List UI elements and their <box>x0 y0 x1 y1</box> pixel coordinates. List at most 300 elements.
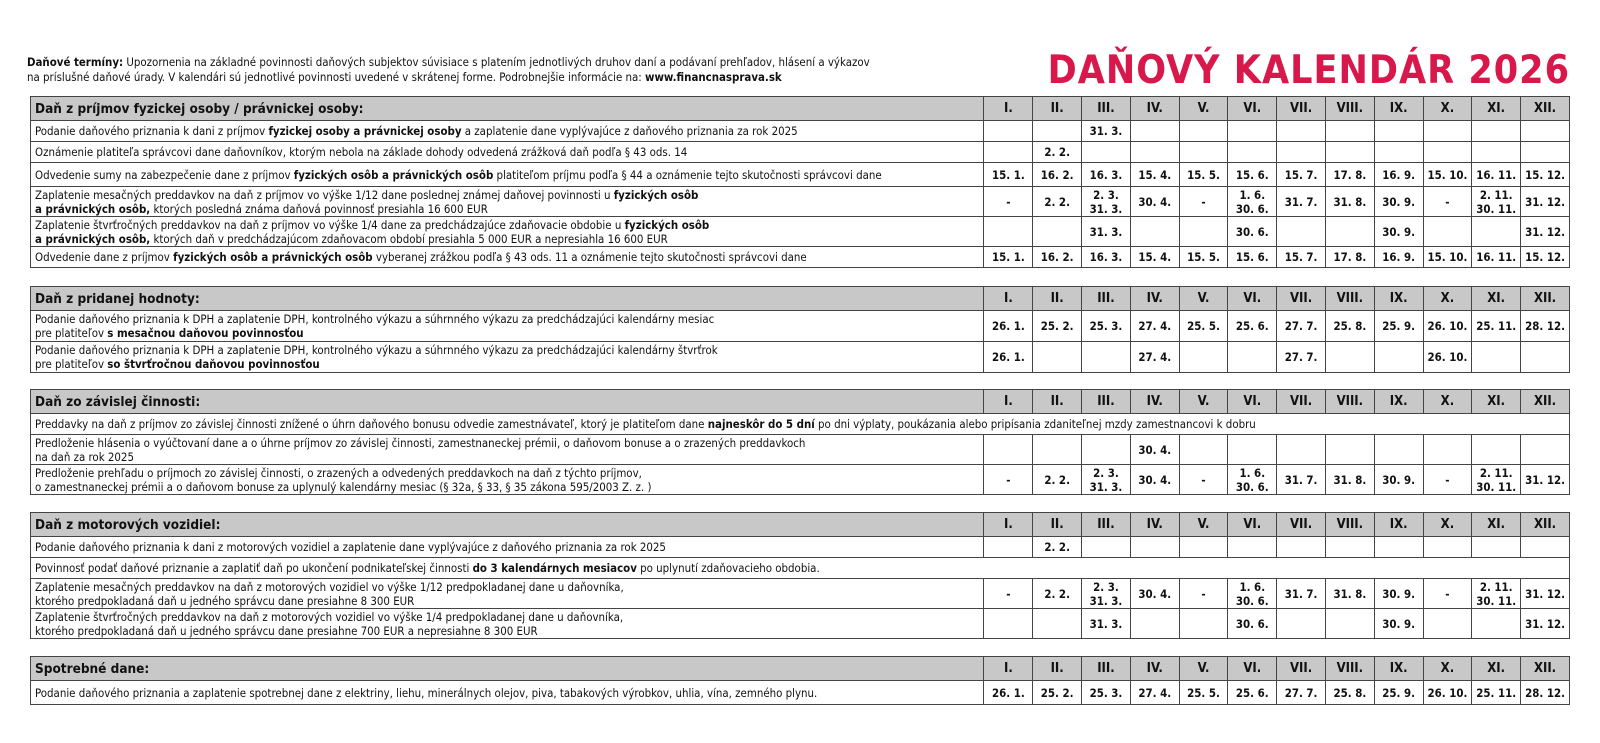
description-text: ktorého predpokladaná daň u jedného správcu dane presiahne 8 300 EUR <box>35 593 415 608</box>
section-title: Spotrebné dane: <box>31 657 984 681</box>
due-date-cell: - <box>984 465 1033 495</box>
due-date-cell: 31. 7. <box>1277 579 1326 609</box>
due-date-cell <box>1179 435 1228 465</box>
due-date-cell: - <box>984 579 1033 609</box>
due-date-cell: 25. 9. <box>1374 681 1423 705</box>
due-date-cell: 30. 6. <box>1228 609 1277 639</box>
description-text: o zamestnaneckej prémii a o daňovom bonuse za uplynulý kalendárny mesiac (§ 32a, § 33, § 35 zákona 595/2003 Z. z. ) <box>35 479 652 494</box>
due-date-cell: 30. 9. <box>1374 187 1423 217</box>
obligation-description <box>31 681 984 705</box>
month-header: III. <box>1082 287 1131 311</box>
due-date-cell <box>1521 121 1570 142</box>
table-row <box>31 537 1570 558</box>
table-row <box>31 681 1570 705</box>
due-date-cell: 27. 4. <box>1130 681 1179 705</box>
description-text: pre platiteľov <box>35 326 108 340</box>
month-header: I. <box>984 390 1033 414</box>
month-header: IV. <box>1130 657 1179 681</box>
due-date-cell <box>1374 121 1423 142</box>
header-text-line1: Upozornenia na základné povinnosti daňových subjektov súvisiace s platením jednotlivých druhov daní a podávaní prehľadov, hlásení a výkazov <box>123 55 870 69</box>
description-text: po uplynutí zdaňovacieho obdobia. <box>636 561 820 575</box>
due-date-cell: 30. 4. <box>1130 435 1179 465</box>
description-text: Povinnosť podať daňové priznanie a zaplatiť daň po ukončení podnikateľskej činnosti <box>35 561 473 575</box>
obligation-description <box>31 609 984 639</box>
due-date-cell: 1. 6. 30. 6. <box>1228 579 1277 609</box>
due-date-cell: 30. 9. <box>1374 579 1423 609</box>
due-date-cell: 15. 5. <box>1179 163 1228 187</box>
due-date-cell <box>1082 435 1131 465</box>
table-row <box>31 414 1570 435</box>
month-header: VIII. <box>1325 97 1374 121</box>
due-date-cell <box>1277 121 1326 142</box>
month-header: X. <box>1423 97 1472 121</box>
month-header: VI. <box>1228 513 1277 537</box>
due-date-cell: - <box>1179 579 1228 609</box>
obligation-description <box>31 579 984 609</box>
section-header-row <box>31 657 1570 681</box>
description-text: Zaplatenie štvrťročných preddavkov na daň z príjmov vo výške 1/4 dane za predchádzajúce zdaňovacie obdobie u <box>35 217 625 232</box>
due-date-cell: 30. 4. <box>1130 465 1179 495</box>
description-text: Podanie daňového priznania k DPH a zaplatenie DPH, kontrolného výkazu a súhrnného výkazu za predchádzajúci kalendárny mesiac <box>35 312 715 326</box>
due-date-cell: 25. 6. <box>1228 311 1277 342</box>
month-header: VIII. <box>1325 657 1374 681</box>
section-header-row <box>31 287 1570 311</box>
description-text: Predloženie hlásenia o vyúčtovaní dane a o úhrne príjmov zo závislej činnosti, zamestnaneckej prémii, o daňovom bonuse a o zrazených preddavkoch <box>35 435 806 450</box>
description-text: Oznámenie platiteľa správcovi dane daňovníkov, ktorým nebola na základe dohody odvedená zrážková daň podľa § 43 ods. 14 <box>35 145 688 159</box>
due-date-cell: 30. 9. <box>1374 609 1423 639</box>
obligation-description <box>31 414 1570 435</box>
table-row <box>31 342 1570 373</box>
due-date-cell: 25. 9. <box>1374 311 1423 342</box>
month-header: III. <box>1082 390 1131 414</box>
section-title: Daň z príjmov fyzickej osoby / právnickej osoby: <box>31 97 984 121</box>
due-date-cell <box>1082 537 1131 558</box>
due-date-cell <box>984 217 1033 247</box>
month-header: IX. <box>1374 513 1423 537</box>
month-header: XI. <box>1472 513 1521 537</box>
table-row <box>31 247 1570 268</box>
section-title: Daň zo závislej činnosti: <box>31 390 984 414</box>
due-date-cell: 2. 3. 31. 3. <box>1082 187 1131 217</box>
due-date-cell: 2. 11. 30. 11. <box>1472 579 1521 609</box>
section-title: Daň z motorových vozidiel: <box>31 513 984 537</box>
due-date-cell <box>1228 537 1277 558</box>
due-date-cell: 25. 5. <box>1179 681 1228 705</box>
due-date-cell <box>1228 435 1277 465</box>
due-date-cell: - <box>1179 187 1228 217</box>
header-text-line2: na príslušné daňové úrady. V kalendári sú jednotlivé povinnosti uvedené v skrátenej forme. Podrobnejšie informácie na: <box>27 70 645 84</box>
month-header: XI. <box>1472 390 1521 414</box>
description-text: fyzických osôb <box>624 217 710 232</box>
section-table <box>30 389 1570 495</box>
due-date-cell <box>1325 435 1374 465</box>
month-header: VII. <box>1277 657 1326 681</box>
month-header: X. <box>1423 657 1472 681</box>
table-row <box>31 163 1570 187</box>
due-date-cell: 25. 11. <box>1472 311 1521 342</box>
month-header: II. <box>1033 513 1082 537</box>
description-text: na daň za rok 2025 <box>35 449 134 464</box>
month-header: IV. <box>1130 97 1179 121</box>
description-text: Odvedenie dane z príjmov <box>35 250 174 264</box>
obligation-description <box>31 342 984 373</box>
description-text: najneskôr do 5 dní <box>707 417 815 431</box>
due-date-cell: 26. 10. <box>1423 311 1472 342</box>
due-date-cell <box>1130 142 1179 163</box>
month-header: IV. <box>1130 390 1179 414</box>
month-header: VII. <box>1277 97 1326 121</box>
due-date-cell: 15. 7. <box>1277 163 1326 187</box>
section-table <box>30 286 1570 373</box>
description-text: Podanie daňového priznania a zaplatenie spotrebnej dane z elektriny, liehu, minerálnych olejov, piva, tabakových výrobkov, uhlia, vína, zemného plynu. <box>35 685 818 700</box>
section-header-row <box>31 513 1570 537</box>
due-date-cell: 25. 6. <box>1228 681 1277 705</box>
description-text: s mesačnou daňovou povinnosťou <box>107 326 304 340</box>
due-date-cell: 27. 4. <box>1130 311 1179 342</box>
due-date-cell <box>1033 435 1082 465</box>
month-header: VIII. <box>1325 513 1374 537</box>
due-date-cell: 16. 3. <box>1082 247 1131 268</box>
due-date-cell: 15. 10. <box>1423 163 1472 187</box>
month-header: XI. <box>1472 657 1521 681</box>
due-date-cell: 15. 12. <box>1521 163 1570 187</box>
due-date-cell: - <box>984 187 1033 217</box>
month-header: XI. <box>1472 287 1521 311</box>
due-date-cell <box>1228 142 1277 163</box>
month-header: III. <box>1082 657 1131 681</box>
month-header: VII. <box>1277 390 1326 414</box>
due-date-cell: 2. 3. 31. 3. <box>1082 465 1131 495</box>
description-text: do 3 kalendárnych mesiacov <box>472 561 637 575</box>
table-row <box>31 121 1570 142</box>
due-date-cell <box>1472 142 1521 163</box>
due-date-cell <box>1374 142 1423 163</box>
due-date-cell <box>1325 121 1374 142</box>
table-row <box>31 579 1570 609</box>
due-date-cell: 25. 8. <box>1325 681 1374 705</box>
table-row <box>31 558 1570 579</box>
due-date-cell <box>1325 217 1374 247</box>
page-title: DAŇOVÝ KALENDÁR 2026 <box>1047 48 1570 93</box>
due-date-cell <box>984 121 1033 142</box>
due-date-cell <box>1082 342 1131 373</box>
month-header: IX. <box>1374 390 1423 414</box>
due-date-cell: 25. 11. <box>1472 681 1521 705</box>
month-header: I. <box>984 287 1033 311</box>
due-date-cell <box>1082 142 1131 163</box>
due-date-cell: 17. 8. <box>1325 247 1374 268</box>
due-date-cell <box>1423 537 1472 558</box>
due-date-cell: 28. 12. <box>1521 681 1570 705</box>
due-date-cell <box>1277 537 1326 558</box>
due-date-cell <box>1472 217 1521 247</box>
due-date-cell <box>1277 609 1326 639</box>
due-date-cell: 26. 1. <box>984 342 1033 373</box>
due-date-cell <box>1277 435 1326 465</box>
month-header: IV. <box>1130 287 1179 311</box>
due-date-cell: - <box>1423 187 1472 217</box>
due-date-cell: 26. 10. <box>1423 342 1472 373</box>
due-date-cell: 26. 1. <box>984 681 1033 705</box>
due-date-cell <box>1423 217 1472 247</box>
due-date-cell <box>1179 342 1228 373</box>
due-date-cell: 26. 10. <box>1423 681 1472 705</box>
due-date-cell: 2. 2. <box>1033 579 1082 609</box>
due-date-cell <box>1472 435 1521 465</box>
due-date-cell: 2. 2. <box>1033 187 1082 217</box>
month-header: IX. <box>1374 657 1423 681</box>
month-header: VII. <box>1277 287 1326 311</box>
month-header: XII. <box>1521 390 1570 414</box>
due-date-cell: 16. 9. <box>1374 247 1423 268</box>
month-header: I. <box>984 657 1033 681</box>
description-text: fyzických osôb a právnických osôb <box>293 167 494 182</box>
obligation-description <box>31 187 984 217</box>
due-date-cell: 17. 8. <box>1325 163 1374 187</box>
month-header: III. <box>1082 97 1131 121</box>
due-date-cell: 30. 9. <box>1374 217 1423 247</box>
description-text: so štvrťročnou daňovou povinnosťou <box>107 357 320 371</box>
due-date-cell <box>1179 121 1228 142</box>
month-header: III. <box>1082 513 1131 537</box>
description-text: Podanie daňového priznania k DPH a zaplatenie DPH, kontrolného výkazu a súhrnného výkazu za predchádzajúci kalendárny štvrťrok <box>35 343 718 357</box>
due-date-cell: 31. 12. <box>1521 579 1570 609</box>
obligation-description <box>31 217 984 247</box>
table-row <box>31 311 1570 342</box>
description-text: Zaplatenie mesačných preddavkov na daň z motorových vozidiel vo výške 1/12 predpokladanej dane u daňovníka, <box>35 579 624 594</box>
due-date-cell: 25. 8. <box>1325 311 1374 342</box>
due-date-cell: 2. 2. <box>1033 537 1082 558</box>
month-header: IX. <box>1374 287 1423 311</box>
description-text: Podanie daňového priznania k dani z príjmov <box>35 124 269 138</box>
description-text: ktorého predpokladaná daň u jedného správcu dane presiahne 700 EUR a nepresiahne 8 300 EUR <box>35 623 538 638</box>
obligation-description <box>31 465 984 495</box>
due-date-cell <box>1472 342 1521 373</box>
due-date-cell: 31. 12. <box>1521 217 1570 247</box>
month-header: V. <box>1179 513 1228 537</box>
description-text: po dni výplaty, poukázania alebo pripísania zdaniteľnej mzdy zamestnancovi k dobru <box>814 417 1256 431</box>
due-date-cell <box>1423 142 1472 163</box>
due-date-cell: 2. 2. <box>1033 142 1082 163</box>
due-date-cell: 16. 11. <box>1472 247 1521 268</box>
obligation-description <box>31 142 984 163</box>
due-date-cell <box>1130 121 1179 142</box>
header-link[interactable]: www.financnasprava.sk <box>644 70 782 84</box>
obligation-description <box>31 163 984 187</box>
due-date-cell: 30. 9. <box>1374 465 1423 495</box>
month-header: VIII. <box>1325 390 1374 414</box>
table-row <box>31 435 1570 465</box>
section-table <box>30 512 1570 639</box>
due-date-cell <box>1033 121 1082 142</box>
due-date-cell: 30. 4. <box>1130 579 1179 609</box>
due-date-cell: 31. 7. <box>1277 187 1326 217</box>
month-header: XII. <box>1521 513 1570 537</box>
due-date-cell: 26. 1. <box>984 311 1033 342</box>
due-date-cell: 25. 2. <box>1033 681 1082 705</box>
due-date-cell: 31. 3. <box>1082 609 1131 639</box>
due-date-cell <box>1130 537 1179 558</box>
header-label: Daňové termíny: <box>27 55 124 69</box>
table-row <box>31 609 1570 639</box>
description-text: ktorých daň v predchádzajúcom zdaňovacom období presiahla 5 000 EUR a nepresiahla 16 600 EUR <box>150 231 668 246</box>
due-date-cell <box>1325 609 1374 639</box>
due-date-cell: 27. 7. <box>1277 342 1326 373</box>
due-date-cell <box>1374 435 1423 465</box>
description-text: vyberanej zrážkou podľa § 43 ods. 11 a oznámenie tejto skutočnosti správcovi dane <box>372 250 807 264</box>
due-date-cell: 15. 6. <box>1228 163 1277 187</box>
month-header: I. <box>984 97 1033 121</box>
due-date-cell: 25. 5. <box>1179 311 1228 342</box>
due-date-cell: 2. 11. 30. 11. <box>1472 465 1521 495</box>
due-date-cell <box>1277 217 1326 247</box>
description-text: fyzickej osoby a právnickej osoby <box>268 124 462 138</box>
description-text: pre platiteľov <box>35 357 108 371</box>
due-date-cell: 31. 12. <box>1521 187 1570 217</box>
month-header: V. <box>1179 97 1228 121</box>
month-header: VI. <box>1228 390 1277 414</box>
description-text: ktorých posledná známa daňová povinnosť presiahla 16 600 EUR <box>150 201 488 216</box>
description-text: fyzických osôb a právnických osôb <box>173 250 373 264</box>
month-header: V. <box>1179 287 1228 311</box>
due-date-cell: 27. 7. <box>1277 681 1326 705</box>
due-date-cell: 15. 1. <box>984 163 1033 187</box>
due-date-cell <box>1472 537 1521 558</box>
due-date-cell: 15. 4. <box>1130 163 1179 187</box>
obligation-description <box>31 121 984 142</box>
obligation-description <box>31 311 984 342</box>
due-date-cell <box>1179 217 1228 247</box>
month-header: II. <box>1033 657 1082 681</box>
due-date-cell <box>1374 342 1423 373</box>
obligation-description <box>31 537 984 558</box>
obligation-description <box>31 247 984 268</box>
description-text: platiteľom príjmu podľa § 44 a oznámenie tejto skutočnosti správcovi dane <box>493 167 882 182</box>
due-date-cell: - <box>1423 465 1472 495</box>
month-header: VI. <box>1228 97 1277 121</box>
section-table <box>30 656 1570 705</box>
description-text: Preddavky na daň z príjmov zo závislej činnosti znížené o úhrn daňového bonusu odvedie zamestnávateľ, ktorý je platiteľom dane <box>35 417 708 431</box>
due-date-cell: 25. 3. <box>1082 311 1131 342</box>
due-date-cell: 31. 12. <box>1521 609 1570 639</box>
due-date-cell: 2. 2. <box>1033 465 1082 495</box>
due-date-cell: 31. 3. <box>1082 217 1131 247</box>
due-date-cell: 27. 4. <box>1130 342 1179 373</box>
due-date-cell: 15. 5. <box>1179 247 1228 268</box>
obligation-description <box>31 435 984 465</box>
table-row <box>31 217 1570 247</box>
due-date-cell <box>1130 609 1179 639</box>
description-text: Odvedenie sumy na zabezpečenie dane z príjmov <box>35 167 294 182</box>
month-header: V. <box>1179 390 1228 414</box>
due-date-cell: 27. 7. <box>1277 311 1326 342</box>
due-date-cell <box>984 435 1033 465</box>
section-header-row <box>31 97 1570 121</box>
section-title: Daň z pridanej hodnoty: <box>31 287 984 311</box>
due-date-cell <box>1228 121 1277 142</box>
due-date-cell: 15. 10. <box>1423 247 1472 268</box>
due-date-cell <box>1325 342 1374 373</box>
section-table <box>30 96 1570 268</box>
due-date-cell: 15. 12. <box>1521 247 1570 268</box>
obligation-description <box>31 558 1570 579</box>
due-date-cell <box>1521 435 1570 465</box>
description-text: Podanie daňového priznania k dani z motorových vozidiel a zaplatenie dane vyplývajúce z daňového priznania za rok 2025 <box>35 540 666 554</box>
month-header: X. <box>1423 390 1472 414</box>
month-header: VI. <box>1228 657 1277 681</box>
due-date-cell: 1. 6. 30. 6. <box>1228 465 1277 495</box>
month-header: II. <box>1033 287 1082 311</box>
due-date-cell: 15. 6. <box>1228 247 1277 268</box>
due-date-cell <box>984 609 1033 639</box>
due-date-cell <box>1179 537 1228 558</box>
month-header: II. <box>1033 97 1082 121</box>
due-date-cell <box>1277 142 1326 163</box>
due-date-cell: 25. 2. <box>1033 311 1082 342</box>
month-header: VI. <box>1228 287 1277 311</box>
due-date-cell <box>1521 142 1570 163</box>
month-header: VII. <box>1277 513 1326 537</box>
table-row <box>31 187 1570 217</box>
due-date-cell: 15. 7. <box>1277 247 1326 268</box>
description-text: Zaplatenie mesačných preddavkov na daň z príjmov vo výške 1/12 dane poslednej známej daňovej povinnosti u <box>35 187 614 202</box>
due-date-cell: 2. 11. 30. 11. <box>1472 187 1521 217</box>
due-date-cell <box>1325 537 1374 558</box>
due-date-cell <box>1033 609 1082 639</box>
table-row <box>31 142 1570 163</box>
description-text: a právnických osôb, <box>35 201 151 216</box>
due-date-cell <box>1374 537 1423 558</box>
due-date-cell: 15. 4. <box>1130 247 1179 268</box>
due-date-cell <box>1179 142 1228 163</box>
due-date-cell: 31. 12. <box>1521 465 1570 495</box>
description-text: a zaplatenie dane vyplývajúce z daňového priznania za rok 2025 <box>461 124 798 138</box>
due-date-cell <box>1228 342 1277 373</box>
due-date-cell <box>1423 609 1472 639</box>
due-date-cell: 25. 3. <box>1082 681 1131 705</box>
month-header: XI. <box>1472 97 1521 121</box>
due-date-cell: 31. 3. <box>1082 121 1131 142</box>
due-date-cell: - <box>1423 579 1472 609</box>
due-date-cell: 31. 8. <box>1325 579 1374 609</box>
description-text: Predloženie prehľadu o príjmoch zo závislej činnosti, o zrazených a odvedených preddavkoch na daň z týchto príjmov, <box>35 465 642 480</box>
due-date-cell <box>1521 342 1570 373</box>
month-header: X. <box>1423 287 1472 311</box>
due-date-cell <box>1033 342 1082 373</box>
month-header: IV. <box>1130 513 1179 537</box>
month-header: I. <box>984 513 1033 537</box>
due-date-cell <box>1033 217 1082 247</box>
due-date-cell: 16. 2. <box>1033 247 1082 268</box>
month-header: XII. <box>1521 287 1570 311</box>
due-date-cell: 28. 12. <box>1521 311 1570 342</box>
table-row <box>31 465 1570 495</box>
due-date-cell <box>1472 121 1521 142</box>
due-date-cell: 16. 11. <box>1472 163 1521 187</box>
due-date-cell: 16. 3. <box>1082 163 1131 187</box>
due-date-cell <box>984 142 1033 163</box>
month-header: V. <box>1179 657 1228 681</box>
due-date-cell: 31. 7. <box>1277 465 1326 495</box>
due-date-cell: - <box>1179 465 1228 495</box>
due-date-cell: 16. 9. <box>1374 163 1423 187</box>
due-date-cell <box>1423 435 1472 465</box>
month-header: X. <box>1423 513 1472 537</box>
due-date-cell <box>1423 121 1472 142</box>
description-text: fyzických osôb <box>613 187 699 202</box>
month-header: XII. <box>1521 97 1570 121</box>
section-header-row <box>31 390 1570 414</box>
